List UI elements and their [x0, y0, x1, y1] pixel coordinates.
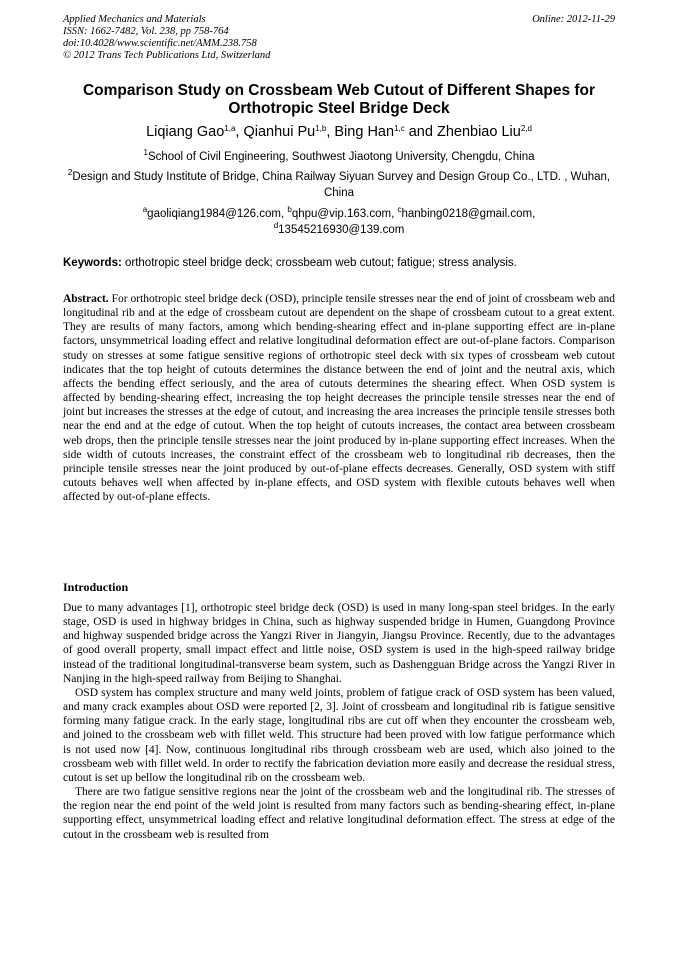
affiliation-2: $^2$Design and Study Institute of Bridge, China Railway Siyuan Survey and Design Group Co., LTD. , Wuhan, China [67, 168, 611, 199]
issn-line: ISSN: 1662-7482, Vol. 238, pp 758-764 [63, 26, 229, 37]
author-sup: 2,d [520, 124, 532, 133]
paragraph: Due to many advantages [1], orthotropic steel bridge deck (OSD) is used in many long-span steel bridges. In the early stage, OSD is used in highway bridges in China, such as highway suspended bridge in Humen, Guangdong Province and highway suspended bridge across the Yangzi River in Jiangyin, Jiangsu Province. Recently, due to the advantages of good overall property, small impact effect and little noise, OSD system is used in the high-speed railway bridge instead of the traditional longitudinal-transverse beam system, such as Dashengguan Bridge across the Yangzi River in Nanjing in the high-speed railway from Beijing to Shanghai. [63, 602, 615, 685]
email-link: gaoliqiang1984@126.com, [147, 208, 288, 220]
email-link: 13545216930@139.com [278, 224, 405, 236]
author-name: Bing Han [334, 124, 395, 140]
doi-line: doi:10.4028/www.scientific.net/AMM.238.758 [63, 38, 257, 49]
affiliation-1: $^1$School of Civil Engineering, Southwest Jiaotong University, Chengdu, China [143, 148, 535, 163]
keywords-text: orthotropic steel bridge deck; crossbeam web cutout; fatigue; stress analysis. [121, 257, 517, 269]
author-list: Liqiang Gao$^{1,a}$, Qianhui Pu$^{1,b}$, Bing Han$^{1,c}$ and Zhenbiao Liu$^{2,d}$ [146, 124, 532, 140]
paragraph: There are two fatigue sensitive regions near the joint of the crossbeam web and the longitudinal rib. The stresses of the region near the end point of the weld joint is resulted from many factors such as bending-shearing effect, in-plane supporting effect, unsymmetrical loading effect and relative longitudinal deformation effect. The stress at edge of the cutout in the crossbeam web is resulted from [63, 786, 615, 841]
author-name: Zhenbiao Liu [436, 124, 521, 140]
email-link: hanbing0218@gmail.com, [401, 208, 536, 220]
copyright-line: © 2012 Trans Tech Publications Ltd, Switzerland [63, 50, 271, 61]
abstract [63, 292, 615, 504]
author-name: Qianhui Pu [243, 124, 316, 140]
section-heading-introduction: Introduction [63, 580, 129, 594]
author-emails: $^a$gaoliqiang1984@126.com, $^b$qhpu@vip.163.com, $^c$hanbing0218@gmail.com, $^d$13545216930@139.com [142, 205, 536, 236]
abstract-text: For orthotropic steel bridge deck (OSD), principle tensile stresses near the end of joint of crossbeam web and longitudinal rib and at the edge of crossbeam cutout are dependent on the shape of crossbeam cutout to a great extent. They are results of many factors, among which bending-shearing effect and in-plane supporting effect are in-plane factors, unsymmetrical loading effect and relative longitudinal deformation effect are out-of-plane factors. Comparison study on stresses at some fatigue sensitive regions of orthotropic steel deck with six types of crossbeam web cutout indicates that the top height of cutouts determines the distance between the end of joint and the neutral axis, which affects the bending effect seriously, and the area of cutouts determines the shearing effect. When OSD system is affected by bending-shearing effect, increasing the top height decreases the principle tensile stresses near the end of joint but increases the stresses at the edge of cutout, and increasing the area increases the principle tensile stresses both near the end and at the edge of cutout. When the top height of cutouts increases, the contact area between crossbeam web drops, then the principle tensile stresses near the joint produced by in-plane supporting effect increases. When the side width of cutouts increases, the constraint effect of the crossbeam web to longitudinal rib decreases, then the principle tensile stresses near the joint produced by out-of-plane effects decreases. Generally, OSD system with stiff cutouts behaves well when affected by in-plane effects, and OSD system with flexible cutouts behaves well when affected by out-of-plane effects. [63, 293, 615, 504]
author-sup: 1,c [394, 124, 405, 133]
introduction-body [63, 601, 615, 842]
online-date: Online: 2012-11-29 [532, 14, 615, 25]
paper-title: Comparison Study on Crossbeam Web Cutout of Different Shapes for Orthotropic Steel Bridge Deck [82, 82, 596, 117]
email-link: qhpu@vip.163.com, [291, 208, 398, 220]
paragraph: OSD system has complex structure and many weld joints, problem of fatigue crack of OSD system has been valued, and many crack examples about OSD were reported [2, 3]. Joint of crossbeam and longitudinal rib is fatigue sensitive forming many fatigue crack. In the early stage, longitudinal ribs are cut off when they encounter the crossbeam web, and joined to the crossbeam web with fillet weld. This structure had been proved with low fatigue performance which is not used now [4]. Now, continuous longitudinal ribs through crossbeam web are used, which also joined to the crossbeam web with fillet weld. In order to rectify the fabrication deviation more easily and decrease the residual stress, cutout is set up bellow the longitudinal rib on the crossbeam web. [63, 686, 615, 784]
keywords-label: Keywords: [63, 257, 122, 269]
abstract-label: Abstract. [63, 293, 109, 305]
journal-meta [63, 14, 270, 62]
keywords [63, 256, 615, 270]
author-name: Liqiang Gao [146, 124, 225, 140]
author-sup: 1,a [224, 124, 236, 133]
author-sup: 1,b [315, 124, 327, 133]
journal-name: Applied Mechanics and Materials [63, 14, 206, 25]
